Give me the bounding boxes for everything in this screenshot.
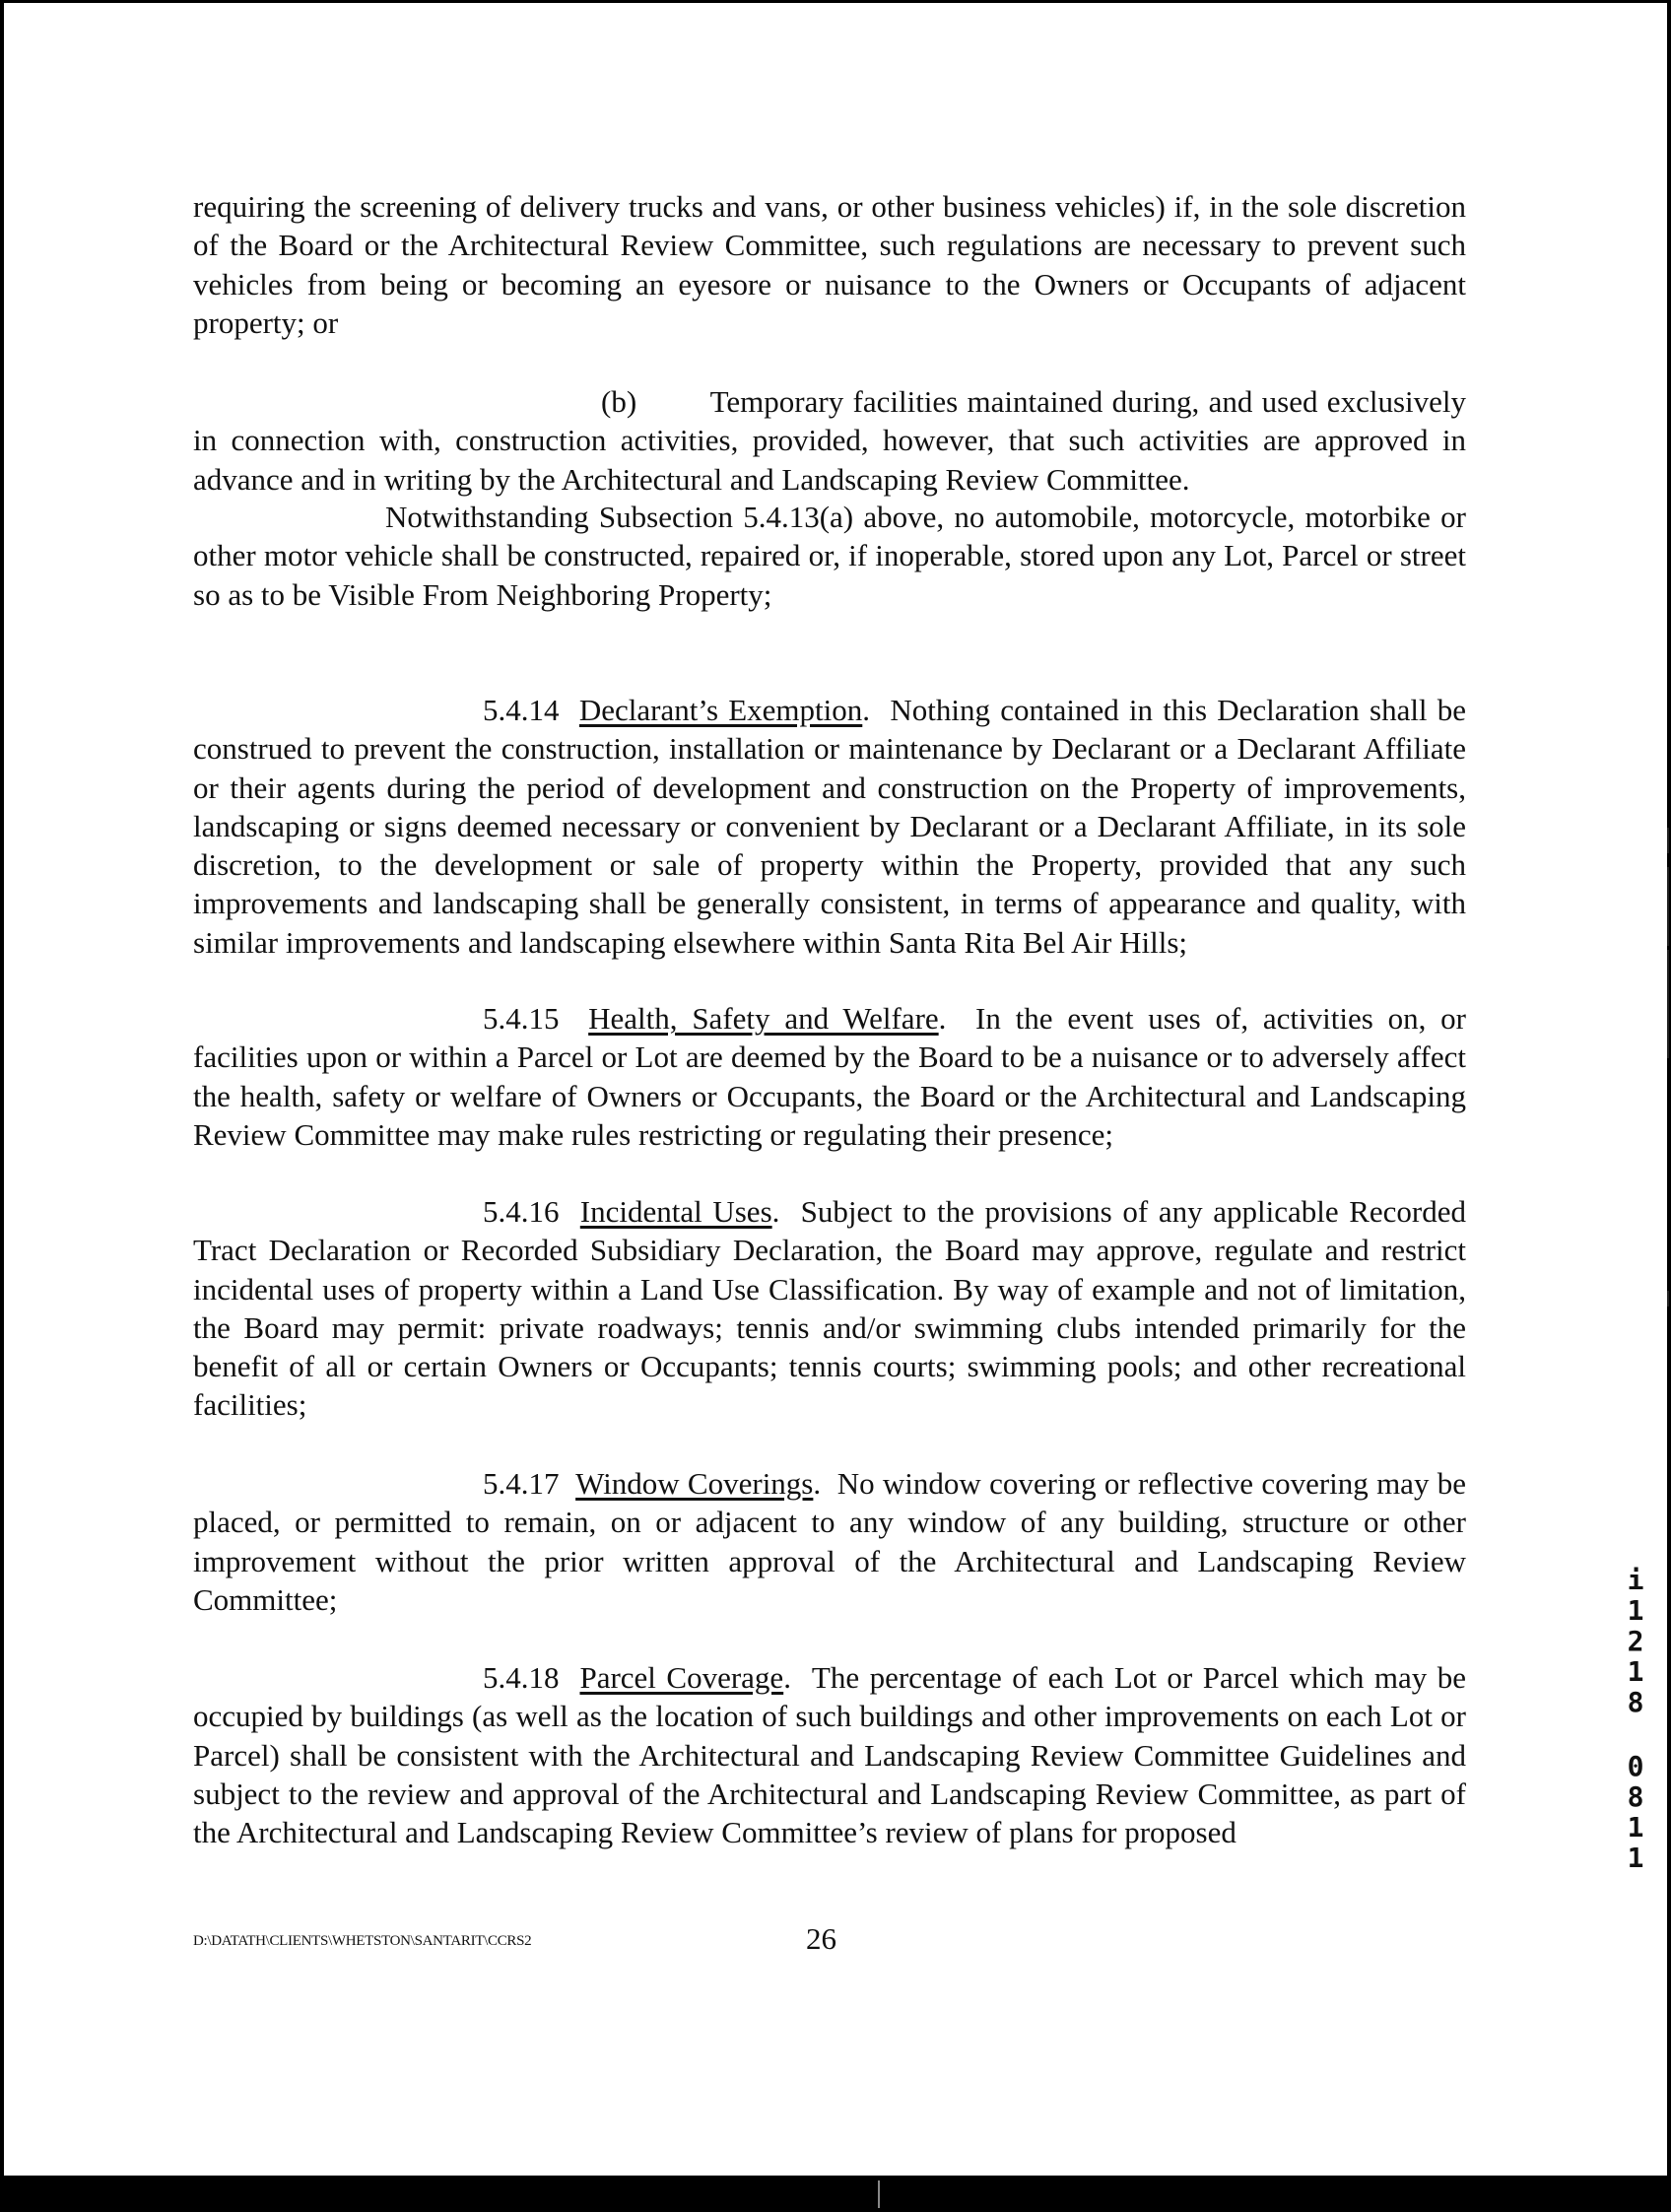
paragraph-notwithstanding: Notwithstanding Subsection 5.4.13(a) above, no automobile, motorcycle, motorbike or other motor vehicle shall be constructed, repaired or, if inoperable, stored upon any Lot, Parcel or street so as to be Visible From Neighboring Property; [193,500,1466,612]
stamp-digit: 1 [1627,1594,1644,1627]
scan-artifact [1667,828,1669,853]
footer-file-path: D:\DATATH\CLIENTS\WHETSTON\SANTARIT\CCRS2 [193,1933,532,1949]
section-number: 5.4.14 [483,693,560,727]
section-5-4-16: 5.4.16 Incidental Uses. Subject to the provisions of any applicable Recorded Tract Declaration or Recorded Subsidiary Declaration, the Board may approve, regulate and restrict incidental uses of property within a Land Use Classification. By way of example and not of limitation, the Board may permit: private roadways; tennis and/or swimming clubs intended primarily for the benefit of all or certain Owners or Occupants; tennis courts; swimming pools; and other recreational facilities; [193,1194,1467,1423]
section-heading: Window Coverings [575,1466,814,1501]
scan-artifact [1667,950,1669,1058]
section-number: 5.4.17 [483,1466,560,1501]
stamp-digit: 1 [1627,1655,1644,1688]
section-body: Subject to the provisions of any applicable Recorded Tract Declaration or Recorded Subsidiary Declaration, the Board may approve, regulate and restrict incidental uses of property within a Land Use Classification. By way of example and not of limitation, the Board may permit: private roadways; tennis and/or swimming clubs intended primarily for the benefit of all or certain Owners or Occupants; tennis courts; swimming pools; and other recreational facilities; [193,1194,1467,1423]
section-number: 5.4.15 [483,1001,560,1036]
recording-number-stamp [1616,1565,1655,1873]
section-5-4-15: 5.4.15 Health, Safety and Welfare. In the event uses of, activities on, or facilities upon or within a Parcel or Lot are deemed by the Board to be a nuisance or to adversely affect the health, safety or welfare of Owners or Occupants, the Board or the Architectural and Landscaping Review Committee may make rules restricting or regulating their presence; [193,1001,1466,1152]
scan-artifact [878,2180,880,2208]
scan-border-right [1667,0,1671,2212]
section-heading: Incidental Uses [579,1194,772,1229]
paragraph-continuation: requiring the screening of delivery trucks and vans, or other business vehicles) if, in the sole discretion of the Board or the Architectural Review Committee, such regulations are necessary to prevent such vehicles from being or becoming an eyesore or nuisance to the Owners or Occupants of adjacent property; or [193,189,1466,340]
section-5-4-17: 5.4.17 Window Coverings. No window covering or reflective covering may be placed, or permitted to remain, on or adjacent to any window of any building, structure or other improvement without the prior written approval of the Architectural and Landscaping Review Committee; [193,1466,1466,1617]
section-heading: Declarant’s Exemption [578,693,863,727]
stamp-digit: 0 [1627,1750,1644,1782]
scan-border-left [0,0,4,2212]
scan-border-top [0,0,1671,3]
stamp-digit: 1 [1627,1842,1644,1874]
stamp-digit: 2 [1627,1625,1644,1657]
stamp-digit: 1 [1627,1811,1644,1843]
section-body: The percentage of each Lot or Parcel which may be occupied by buildings (as well as the location of such buildings and other improvements on each Lot or Parcel) shall be consistent with the Architectural and Landscaping Review Committee Guidelines and subject to the review and approval of the Architectural and Landscaping Review Committee, as part of the Architectural and Landscaping Review Committee’s review of plans for proposed [193,1660,1467,1850]
section-number: 5.4.18 [483,1660,560,1695]
stamp-digit: i [1627,1564,1644,1596]
section-body: In the event uses of, activities on, or facilities upon or within a Parcel or Lot are deemed by the Board to be a nuisance or to adversely affect the health, safety or welfare of Owners or Occupants, the Board or the Architectural and Landscaping Review Committee may make rules restricting or regulating their presence; [193,1001,1466,1152]
section-5-4-18: 5.4.18 Parcel Coverage. The percentage of each Lot or Parcel which may be occupied by buildings (as well as the location of such buildings and other improvements on each Lot or Parcel) shall be consistent with the Architectural and Landscaping Review Committee Guidelines and subject to the review and approval of the Architectural and Landscaping Review Committee, as part of the Architectural and Landscaping Review Committee’s review of plans for proposed [193,1660,1467,1850]
section-body: No window covering or reflective covering may be placed, or permitted to remain, on or adjacent to any window of any building, structure or other improvement without the prior written approval of the Architectural and Landscaping Review Committee; [193,1466,1466,1617]
stamp-digit: 8 [1627,1780,1644,1813]
section-number: 5.4.16 [483,1194,560,1229]
subparagraph-label: (b) [601,384,637,419]
stamp-digit: 8 [1627,1686,1644,1718]
scan-artifact [1667,1291,1669,1307]
section-heading: Health, Safety and Welfare [588,1001,939,1036]
scan-border-bottom [0,2176,1671,2212]
section-5-4-14: 5.4.14 Declarant’s Exemption. Nothing contained in this Declaration shall be construed to prevent the construction, installation or maintenance by Declarant or a Declarant Affiliate or their agents during the period of development and construction on the Property of improvements, landscaping or signs deemed necessary or convenient by Declarant or a Declarant Affiliate, in its sole discretion, to the development or sale of property within the Property, provided that any such improvements and landscaping shall be generally consistent, in terms of appearance and quality, with similar improvements and landscaping elsewhere within Santa Rita Bel Air Hills; [193,693,1467,960]
section-body: Nothing contained in this Declaration shall be construed to prevent the construction, installation or maintenance by Declarant or a Declarant Affiliate or their agents during the period of development and construction on the Property of improvements, landscaping or signs deemed necessary or convenient by Declarant or a Declarant Affiliate, in its sole discretion, to the development or sale of property within the Property, provided that any such improvements and landscaping shall be generally consistent, in terms of appearance and quality, with similar improvements and landscaping elsewhere within Santa Rita Bel Air Hills; [193,693,1467,960]
section-heading: Parcel Coverage [579,1660,784,1695]
scan-artifact [1667,867,1669,946]
page-number: 26 [806,1921,836,1956]
subparagraph-b [193,382,1466,499]
subparagraph-body: Temporary facilities maintained during, and used exclusively in connection with, construction activities, provided, however, that such activities are approved in advance and in writing by the Architectural and Landscaping Review Committee. [193,384,1466,497]
